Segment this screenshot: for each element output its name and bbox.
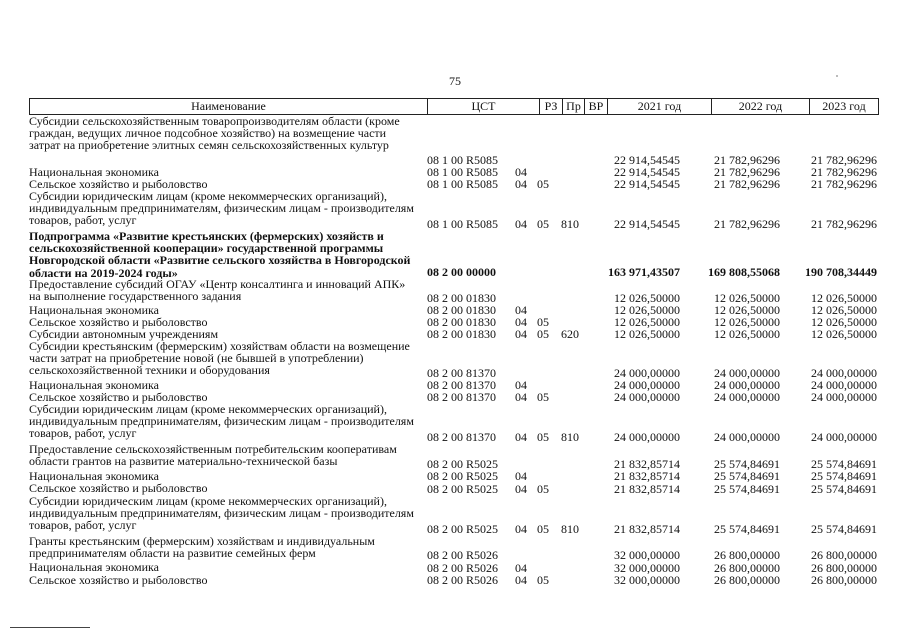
row-rz: 04 bbox=[515, 482, 527, 496]
row-y2023: 21 782,96296 bbox=[811, 165, 877, 179]
row-y2022: 25 574,84691 bbox=[714, 469, 780, 483]
row-y2021: 12 026,50000 bbox=[614, 327, 680, 341]
row-y2021: 32 000,00000 bbox=[614, 573, 680, 587]
row-cst: 08 2 00 00000 bbox=[427, 265, 496, 279]
row-rz: 04 bbox=[515, 390, 527, 404]
row-y2023: 21 782,96296 bbox=[811, 217, 877, 231]
row-y2021: 12 026,50000 bbox=[614, 315, 680, 329]
row-rz: 04 bbox=[515, 573, 527, 587]
row-y2022: 25 574,84691 bbox=[714, 522, 780, 536]
row-cst: 08 2 00 81370 bbox=[427, 390, 496, 404]
row-cst: 08 2 00 R5025 bbox=[427, 469, 499, 483]
row-name: Предоставление субсидий ОГАУ «Центр консалтинга и инноваций АПК» на выполнение государственного задания bbox=[29, 277, 406, 304]
row-y2023: 26 800,00000 bbox=[811, 548, 877, 562]
footer-divider bbox=[10, 627, 90, 628]
header-cst: ЦСТ bbox=[428, 99, 540, 114]
row-cst: 08 2 00 R5026 bbox=[427, 573, 499, 587]
table-row bbox=[0, 340, 904, 379]
row-y2021: 24 000,00000 bbox=[614, 390, 680, 404]
row-y2022: 26 800,00000 bbox=[714, 548, 780, 562]
table-header bbox=[29, 98, 879, 115]
row-y2023: 12 026,50000 bbox=[811, 315, 877, 329]
row-y2022: 21 782,96296 bbox=[714, 165, 780, 179]
row-rz: 04 bbox=[515, 561, 527, 575]
row-cst: 08 2 00 01830 bbox=[427, 303, 496, 317]
header-vr: ВР bbox=[585, 99, 608, 114]
row-y2023: 12 026,50000 bbox=[811, 303, 877, 317]
row-y2021: 24 000,00000 bbox=[614, 430, 680, 444]
table-row bbox=[0, 278, 904, 304]
row-y2022: 21 782,96296 bbox=[714, 177, 780, 191]
row-y2021: 12 026,50000 bbox=[614, 291, 680, 305]
header-2022: 2022 год bbox=[712, 99, 810, 114]
row-name: Национальная экономика bbox=[29, 165, 159, 179]
row-rz: 04 bbox=[515, 165, 527, 179]
table-row bbox=[0, 535, 904, 561]
row-rz: 04 bbox=[515, 303, 527, 317]
row-pr: 05 bbox=[537, 430, 549, 444]
row-name: Сельское хозяйство и рыболовство bbox=[29, 390, 208, 404]
header-rz: РЗ bbox=[540, 99, 563, 114]
row-cst: 08 2 00 01830 bbox=[427, 291, 496, 305]
row-y2023: 21 782,96296 bbox=[811, 153, 877, 167]
table-row bbox=[0, 574, 904, 586]
row-name: Субсидии автономным учреждениям bbox=[29, 327, 219, 341]
row-y2021: 22 914,54545 bbox=[614, 217, 680, 231]
table-row bbox=[0, 403, 904, 443]
row-rz: 04 bbox=[515, 430, 527, 444]
row-y2023: 26 800,00000 bbox=[811, 573, 877, 587]
row-y2021: 21 832,85714 bbox=[614, 469, 680, 483]
header-name: Наименование bbox=[30, 99, 428, 114]
row-name: Субсидии сельскохозяйственным товаропроизводителям области (кроме граждан, ведущих личное подсобное хозяйство) на возмещение части затрат на приобретение элитных семян сельскохозяйственных культур bbox=[29, 114, 400, 153]
row-name: Предоставление сельскохозяйственным потребительским кооперативам области грантов на развитие материально-технической базы bbox=[29, 442, 397, 469]
row-y2023: 26 800,00000 bbox=[811, 561, 877, 575]
row-name: Сельское хозяйство и рыболовство bbox=[29, 177, 208, 191]
row-rz: 04 bbox=[515, 177, 527, 191]
row-cst: 08 2 00 R5025 bbox=[427, 482, 499, 496]
row-cst: 08 2 00 R5026 bbox=[427, 561, 499, 575]
row-cst: 08 2 00 R5025 bbox=[427, 522, 499, 536]
row-y2022: 21 782,96296 bbox=[714, 217, 780, 231]
row-name: Национальная экономика bbox=[29, 469, 159, 483]
table-row bbox=[0, 443, 904, 470]
row-y2023: 25 574,84691 bbox=[811, 482, 877, 496]
row-cst: 08 2 00 01830 bbox=[427, 315, 496, 329]
row-cst: 08 2 00 R5026 bbox=[427, 548, 499, 562]
row-y2021: 21 832,85714 bbox=[614, 522, 680, 536]
row-y2023: 24 000,00000 bbox=[811, 378, 877, 392]
table-row bbox=[0, 190, 904, 230]
table-row bbox=[0, 230, 904, 278]
row-rz: 04 bbox=[515, 522, 527, 536]
row-pr: 05 bbox=[537, 315, 549, 329]
row-rz: 04 bbox=[515, 469, 527, 483]
row-y2023: 25 574,84691 bbox=[811, 469, 877, 483]
row-cst: 08 2 00 R5025 bbox=[427, 457, 499, 471]
row-y2022: 24 000,00000 bbox=[714, 430, 780, 444]
table-row bbox=[0, 495, 904, 535]
row-cst: 08 1 00 R5085 bbox=[427, 217, 499, 231]
row-name: Гранты крестьянским (фермерским) хозяйствам и индивидуальным предпринимателям области на развитие семейных ферм bbox=[29, 534, 375, 561]
row-rz: 04 bbox=[515, 217, 527, 231]
row-y2021: 21 832,85714 bbox=[614, 457, 680, 471]
row-vr: 810 bbox=[561, 430, 579, 444]
table-row bbox=[0, 115, 904, 166]
row-y2022: 12 026,50000 bbox=[714, 315, 780, 329]
row-vr: 620 bbox=[561, 327, 579, 341]
row-y2023: 24 000,00000 bbox=[811, 390, 877, 404]
row-y2021: 12 026,50000 bbox=[614, 303, 680, 317]
header-2023: 2023 год bbox=[822, 99, 866, 113]
row-name: Национальная экономика bbox=[29, 303, 159, 317]
row-y2022: 25 574,84691 bbox=[714, 482, 780, 496]
row-y2022: 26 800,00000 bbox=[714, 561, 780, 575]
row-pr: 05 bbox=[537, 390, 549, 404]
row-cst: 08 2 00 81370 bbox=[427, 366, 496, 380]
row-y2022: 24 000,00000 bbox=[714, 378, 780, 392]
row-y2022: 12 026,50000 bbox=[714, 327, 780, 341]
row-name: Субсидии крестьянским (фермерским) хозяйствам области на возмещение части затрат на приобретение новой (не бывшей в употреблении) сельскохозяйственной техники и оборудования bbox=[29, 339, 410, 378]
row-cst: 08 2 00 81370 bbox=[427, 430, 496, 444]
row-y2021: 24 000,00000 bbox=[614, 366, 680, 380]
row-y2022: 21 782,96296 bbox=[714, 153, 780, 167]
row-cst: 08 1 00 R5085 bbox=[427, 153, 499, 167]
row-vr: 810 bbox=[561, 217, 579, 231]
row-pr: 05 bbox=[537, 177, 549, 191]
row-y2022: 12 026,50000 bbox=[714, 303, 780, 317]
row-y2021: 32 000,00000 bbox=[614, 548, 680, 562]
row-pr: 05 bbox=[537, 573, 549, 587]
row-name: Сельское хозяйство и рыболовство bbox=[29, 315, 208, 329]
row-y2022: 169 808,55068 bbox=[708, 265, 780, 279]
row-y2022: 24 000,00000 bbox=[714, 390, 780, 404]
row-rz: 04 bbox=[515, 378, 527, 392]
row-y2023: 24 000,00000 bbox=[811, 430, 877, 444]
row-y2022: 24 000,00000 bbox=[714, 366, 780, 380]
row-vr: 810 bbox=[561, 522, 579, 536]
row-y2023: 24 000,00000 bbox=[811, 366, 877, 380]
row-y2022: 12 026,50000 bbox=[714, 291, 780, 305]
row-y2022: 26 800,00000 bbox=[714, 573, 780, 587]
header-2021: 2021 год bbox=[608, 99, 712, 114]
row-y2021: 22 914,54545 bbox=[614, 165, 680, 179]
row-name: Субсидии юридическим лицам (кроме некоммерческих организаций), индивидуальным предпринимателям, физическим лицам - производителям товаров, работ, услуг bbox=[29, 402, 414, 441]
row-name: Сельское хозяйство и рыболовство bbox=[29, 573, 208, 587]
row-pr: 05 bbox=[537, 522, 549, 536]
row-y2021: 24 000,00000 bbox=[614, 378, 680, 392]
scan-speck bbox=[836, 75, 838, 77]
row-y2022: 25 574,84691 bbox=[714, 457, 780, 471]
row-y2021: 21 832,85714 bbox=[614, 482, 680, 496]
row-y2023: 12 026,50000 bbox=[811, 291, 877, 305]
row-name: Сельское хозяйство и рыболовство bbox=[29, 481, 208, 495]
row-y2023: 25 574,84691 bbox=[811, 457, 877, 471]
row-y2023: 25 574,84691 bbox=[811, 522, 877, 536]
row-pr: 05 bbox=[537, 217, 549, 231]
page-number: 75 bbox=[449, 74, 461, 88]
row-y2021: 22 914,54545 bbox=[614, 177, 680, 191]
row-rz: 04 bbox=[515, 327, 527, 341]
row-y2021: 32 000,00000 bbox=[614, 561, 680, 575]
row-rz: 04 bbox=[515, 315, 527, 329]
row-name: Подпрограмма «Развитие крестьянских (фермерских) хозяйств и сельскохозяйственной кооперации» государственной программы Новгородской области «Развитие сельского хозяйства в Новгородской области на 2019-2024 годы» bbox=[29, 229, 411, 280]
row-name: Субсидии юридическим лицам (кроме некоммерческих организаций), индивидуальным предпринимателям, физическим лицам - производителям товаров, работ, услуг bbox=[29, 494, 414, 533]
header-pr: Пр bbox=[563, 99, 585, 114]
row-name: Национальная экономика bbox=[29, 378, 159, 392]
row-y2023: 12 026,50000 bbox=[811, 327, 877, 341]
row-y2023: 190 708,34449 bbox=[805, 265, 877, 279]
row-name: Субсидии юридическим лицам (кроме некоммерческих организаций), индивидуальным предпринимателям, физическим лицам - производителям товаров, работ, услуг bbox=[29, 189, 414, 228]
row-y2023: 21 782,96296 bbox=[811, 177, 877, 191]
row-cst: 08 1 00 R5085 bbox=[427, 177, 499, 191]
row-y2021: 22 914,54545 bbox=[614, 153, 680, 167]
row-pr: 05 bbox=[537, 327, 549, 341]
row-y2021: 163 971,43507 bbox=[608, 265, 680, 279]
row-pr: 05 bbox=[537, 482, 549, 496]
row-name: Национальная экономика bbox=[29, 560, 159, 574]
row-cst: 08 1 00 R5085 bbox=[427, 165, 499, 179]
row-cst: 08 2 00 01830 bbox=[427, 327, 496, 341]
row-cst: 08 2 00 81370 bbox=[427, 378, 496, 392]
